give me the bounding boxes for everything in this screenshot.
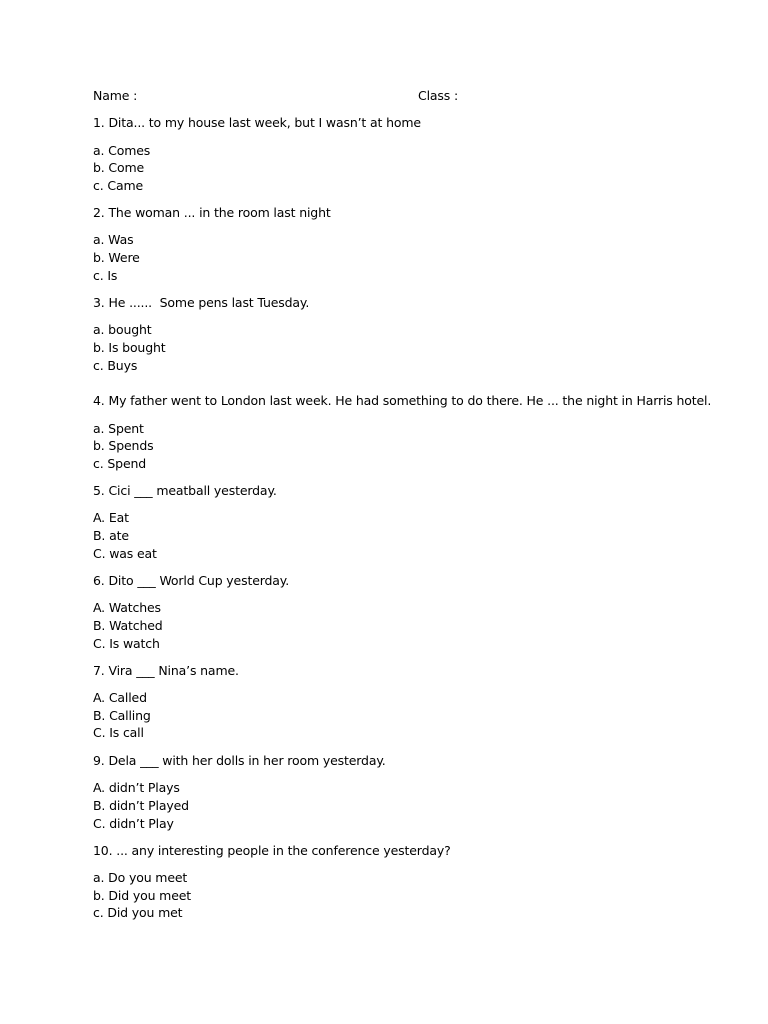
question-6-option-b: B. Watched	[93, 618, 163, 633]
question-3-text: 3. He ...... Some pens last Tuesday.	[93, 295, 310, 310]
question-2-option-a: a. Was	[93, 232, 134, 247]
question-1-option-c: c. Came	[93, 178, 144, 193]
question-10-option-c: c. Did you met	[93, 905, 183, 920]
question-9-option-b: B. didn’t Played	[93, 798, 189, 813]
question-7-option-c: C. Is call	[93, 725, 144, 740]
question-7-option-a: A. Called	[93, 690, 147, 705]
question-2-text: 2. The woman ... in the room last night	[93, 205, 331, 220]
question-4-option-b: b. Spends	[93, 438, 154, 453]
question-5-option-c: C. was eat	[93, 546, 157, 561]
question-10-text: 10. ... any interesting people in the conference yesterday?	[93, 843, 451, 858]
question-1-option-b: b. Come	[93, 160, 145, 175]
question-10-option-a: a. Do you meet	[93, 870, 188, 885]
question-7-text: 7. Vira ___ Nina’s name.	[93, 663, 239, 678]
question-5-option-a: A. Eat	[93, 510, 129, 525]
question-1-text: 1. Dita... to my house last week, but I wasn’t at home	[93, 115, 421, 130]
question-2-option-b: b. Were	[93, 250, 140, 265]
question-6-text: 6. Dito ___ World Cup yesterday.	[93, 573, 290, 588]
question-3-option-c: c. Buys	[93, 358, 138, 373]
name-label: Name :	[93, 88, 138, 103]
question-3-option-a: a. bought	[93, 322, 152, 337]
question-2-option-c: c. Is	[93, 268, 118, 283]
question-7-option-b: B. Calling	[93, 708, 151, 723]
question-9-text: 9. Dela ___ with her dolls in her room yesterday.	[93, 753, 386, 768]
question-6-option-c: C. Is watch	[93, 636, 160, 651]
question-5-option-b: B. ate	[93, 528, 129, 543]
question-10-option-b: b. Did you meet	[93, 888, 192, 903]
question-4-text: 4. My father went to London last week. He had something to do there. He ... the night in Harris hotel.	[93, 393, 712, 408]
question-1-option-a: a. Comes	[93, 143, 151, 158]
question-4-option-c: c. Spend	[93, 456, 147, 471]
question-5-text: 5. Cici ___ meatball yesterday.	[93, 483, 277, 498]
question-3-option-b: b. Is bought	[93, 340, 166, 355]
question-4-option-a: a. Spent	[93, 421, 144, 436]
class-label: Class :	[418, 88, 459, 103]
question-9-option-c: C. didn’t Play	[93, 816, 174, 831]
question-6-option-a: A. Watches	[93, 600, 161, 615]
question-9-option-a: A. didn’t Plays	[93, 780, 180, 795]
